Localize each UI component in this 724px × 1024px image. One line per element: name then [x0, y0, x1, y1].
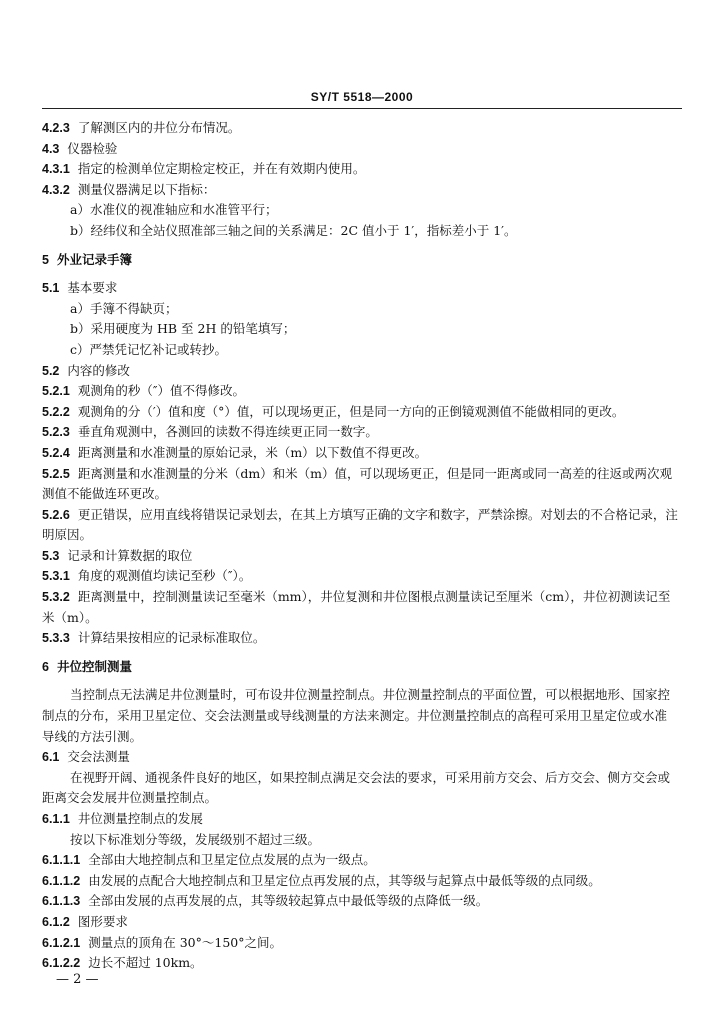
body-line — [42, 830, 678, 851]
clause-5-2-1 — [42, 381, 678, 402]
clause-text: 内容的修改 — [67, 362, 130, 378]
clause-6-1-2-1 — [42, 933, 678, 954]
clause-text: 观测角的秒（″）值不得修改。 — [77, 383, 245, 399]
clause-5-3-1 — [42, 566, 678, 587]
clause-text: 外业记录手簿 — [56, 251, 132, 267]
body-line — [42, 319, 678, 340]
clause-number: 6.1 — [42, 750, 60, 765]
clause-text: 距离测量中，控制测量读记至毫米（mm），井位复测和井位图根点测量读记至厘米（cm），井位初测读记至米（m）。 — [42, 589, 671, 625]
clause-number: 4.3.2 — [42, 182, 70, 197]
clause-text: 距离测量和水准测量的分米（dm）和米（m）值，可以现场更正，但是同一距离或同一高差的往返或两次观测值不能做连环更改。 — [42, 465, 673, 502]
clause-text: 全部由大地控制点和卫星定位点发展的点为一级点。 — [88, 852, 376, 868]
clause-text: 了解测区内的井位分布情况。 — [77, 120, 241, 135]
clause-number: 5.2 — [42, 363, 60, 378]
clause-6-1-1-1 — [42, 850, 678, 871]
clause-number: 5.1 — [42, 281, 60, 296]
clause-5-2-3 — [42, 422, 678, 443]
clause-text: 仪器检验 — [67, 140, 118, 156]
clause-text: 更正错误，应用直线将错误记录划去，在其上方填写正确的文字和数字，严禁涂擦。对划去的不合格记录，注明原因。 — [42, 506, 678, 543]
body-line — [42, 299, 678, 320]
clause-number: 5.2.1 — [42, 384, 70, 399]
clause-number: 6.1.1 — [42, 812, 70, 826]
clause-number: 5.2.3 — [42, 425, 70, 440]
body-line — [42, 200, 678, 221]
header-rule — [42, 108, 682, 109]
clause-6-1-1-3 — [42, 891, 678, 912]
clause-5-3-3 — [42, 628, 678, 649]
clause-text: 角度的观测值均读记至秒（″）。 — [77, 568, 252, 584]
clause-number: 5.2.5 — [42, 466, 70, 481]
clause-6-1-2 — [42, 912, 678, 933]
clause-number: 6.1.2.1 — [42, 935, 81, 950]
clause-number: 4.2.3 — [42, 121, 70, 135]
clause-text: 测量点的顶角在 30°～150°之间。 — [88, 934, 282, 950]
clause-5-1 — [42, 278, 678, 299]
clause-number: 5.2.4 — [42, 445, 70, 460]
clause-text: c）严禁凭记忆补记或转抄。 — [70, 341, 228, 357]
clause-text: 交会法测量 — [67, 749, 130, 765]
clause-number: 5.3.1 — [42, 569, 70, 584]
clause-text: 计算结果按相应的记录标准取位。 — [77, 630, 266, 646]
clause-text: 图形要求 — [77, 913, 128, 929]
clause-number: 6 — [42, 659, 49, 674]
clause-text: 井位控制测量 — [56, 658, 132, 674]
clause-text: b）采用硬度为 HB 至 2H 的铅笔填写； — [70, 321, 296, 337]
clause-number: 5.3.2 — [42, 590, 70, 605]
clause-text: 记录和计算数据的取位 — [67, 547, 193, 563]
clause-text: 距离测量和水准测量的原始记录，米（m）以下数值不得更改。 — [77, 444, 428, 460]
clause-6-1 — [42, 747, 678, 768]
clause-text: 观测角的分（′）值和度（°）值，可以现场更正，但是同一方向的正倒镜观测值不能做相同的更改。 — [77, 403, 625, 419]
clause-number: 5.2.2 — [42, 404, 70, 419]
page-header: SY/T 5518—2000 — [310, 90, 414, 104]
body-line — [42, 221, 678, 242]
clause-text: 按以下标准划分等级，发展级别不超过三级。 — [70, 831, 321, 847]
body-line — [42, 685, 678, 747]
clause-text: 边长不超过 10km。 — [88, 955, 203, 971]
clause-number: 5 — [42, 252, 49, 267]
clause-text: 垂直角观测中，各测回的读数不得连续更正同一数字。 — [77, 424, 378, 440]
clause-text: b）经纬仪和全站仪照准部三轴之间的关系满足：2C 值小于 1′，指标差小于 1′。 — [70, 222, 517, 238]
clause-number: 5.3 — [42, 548, 60, 563]
clause-number: 6.1.1.2 — [42, 873, 81, 888]
clause-number: 4.3.1 — [42, 162, 70, 177]
clause-5-2 — [42, 361, 678, 382]
clause-number: 6.1.1.1 — [42, 853, 81, 868]
clause-text: 全部由发展的点再发展的点，其等级较起算点中最低等级的点降低一级。 — [88, 893, 489, 909]
clause-text: 由发展的点配合大地控制点和卫星定位点再发展的点，其等级与起算点中最低等级的点同级。 — [88, 872, 601, 888]
clause-4-3-1 — [42, 159, 678, 180]
document-body — [42, 118, 678, 974]
clause-text: 测量仪器满足以下指标： — [77, 181, 216, 197]
clause-6-1-1 — [42, 809, 678, 830]
clause-4-3 — [42, 139, 678, 160]
clause-text: 指定的检测单位定期检定校正，并在有效期内使用。 — [77, 161, 366, 177]
clause-6 — [42, 657, 678, 678]
clause-number: 6.1.2 — [42, 914, 70, 929]
clause-number: 4.3 — [42, 141, 60, 156]
body-line — [42, 340, 678, 361]
clause-text: 基本要求 — [67, 280, 118, 296]
clause-5-3-2 — [42, 587, 678, 628]
page-number: — 2 — — [56, 972, 99, 987]
clause-5-2-2 — [42, 402, 678, 423]
clause-number: 5.3.3 — [42, 631, 70, 646]
clause-5 — [42, 250, 678, 271]
clause-number: 6.1.1.3 — [42, 894, 81, 909]
body-line — [42, 768, 678, 809]
clause-5-3 — [42, 546, 678, 567]
clause-number: 5.2.6 — [42, 507, 70, 522]
clause-5-2-5 — [42, 464, 678, 505]
clause-5-2-4 — [42, 443, 678, 464]
clause-text: 井位测量控制点的发展 — [77, 811, 203, 826]
clause-text: a）手簿不得缺页； — [70, 300, 178, 316]
clause-4-2-3 — [42, 118, 678, 139]
clause-5-2-6 — [42, 505, 678, 546]
clause-6-1-1-2 — [42, 871, 678, 892]
clause-6-1-2-2 — [42, 953, 678, 974]
clause-text: a）水准仪的视准轴应和水准管平行； — [70, 202, 278, 218]
clause-4-3-2 — [42, 180, 678, 201]
clause-text: 在视野开阔、通视条件良好的地区，如果控制点满足交会法的要求，可采用前方交会、后方交会、侧方交会或距离交会发展井位测量控制点。 — [42, 769, 671, 806]
clause-number: 6.1.2.2 — [42, 956, 81, 971]
clause-text: 当控制点无法满足井位测量时，可布设井位测量控制点。井位测量控制点的平面位置，可以根据地形、国家控制点的分布，采用卫星定位、交会法测量或导线测量的方法来测定。井位测量控制点的高程可采用卫星定位或水准导线的方法引测。 — [42, 687, 671, 744]
